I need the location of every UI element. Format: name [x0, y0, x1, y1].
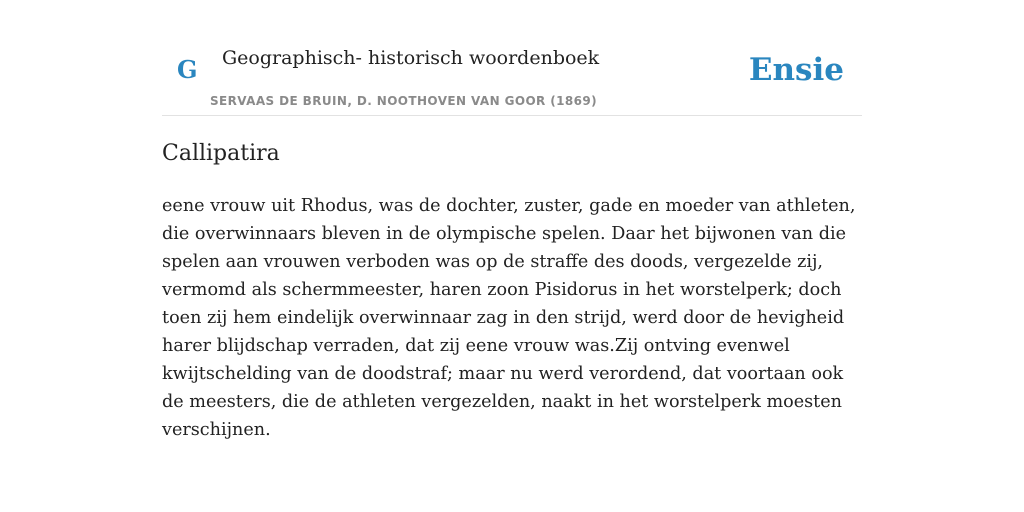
entry-body: eene vrouw uit Rhodus, was de dochter, zuster, gade en moeder van athleten, die overwinnaars bleven in de olympische spelen. Daar het bijwonen van die spelen aan vrouwen verboden was op de straffe des doods, vergezelde zij, vermomd als schermmeester, haren zoon Pisidorus in het worstelperk; doch toen zij hem eindelijk overwinnaar zag in den strijd, werd door de hevigheid harer blijdschap verraden, dat zij eene vrouw was.Zij ontving evenwel kwijtschelding van de doodstraf; maar nu werd verordend, dat voortaan ook de meesters, die de athleten vergezelden, naakt in het worstelperk moesten verschijnen. [162, 196, 856, 440]
dictionary-header [162, 0, 862, 116]
book-author: SERVAAS DE BRUIN, D. NOOTHOVEN VAN GOOR (1869) [210, 94, 598, 108]
ensie-logo-link[interactable]: Ensie [748, 52, 844, 88]
entry-title: Callipatira [162, 141, 280, 166]
book-initial-logo: G [177, 55, 198, 84]
book-title: Geographisch- historisch woordenboek [222, 47, 600, 69]
